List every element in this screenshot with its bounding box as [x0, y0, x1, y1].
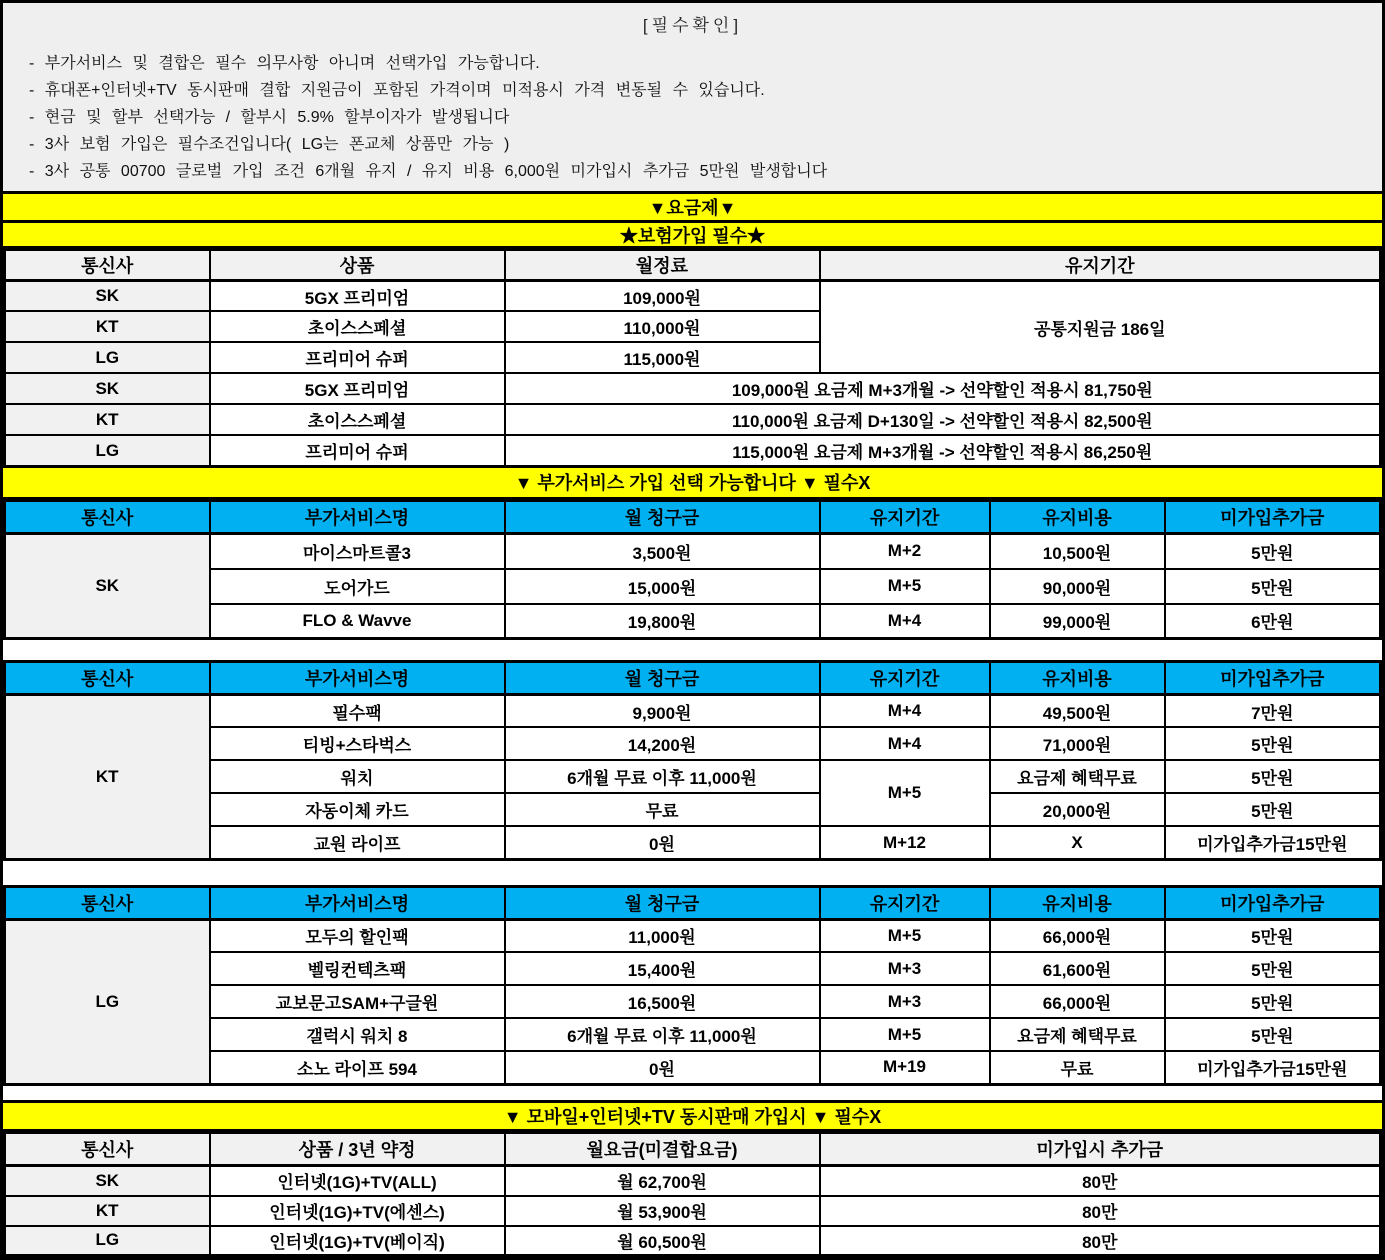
col-header-cost: 유지비용	[990, 661, 1165, 694]
cell-period: M+4	[820, 604, 990, 639]
col-header-monthly-fee: 월 청구금	[505, 886, 820, 919]
table-row	[5, 919, 1381, 952]
cell-period: M+5	[820, 919, 990, 952]
plan-table	[3, 249, 1382, 468]
table-gap	[3, 1086, 1382, 1100]
cell-period-merged: M+5	[820, 760, 990, 826]
cell-service: 모두의 할인팩	[210, 919, 505, 952]
col-header-period: 유지기간	[820, 661, 990, 694]
plan-table-header-row	[5, 250, 1381, 280]
cell-penalty: 5만원	[1165, 727, 1381, 760]
cell-cost: 61,600원	[990, 952, 1165, 985]
cell-fee: 115,000원	[505, 342, 820, 373]
cell-fee: 11,000원	[505, 919, 820, 952]
col-header-period: 유지기간	[820, 501, 990, 534]
cell-period: M+12	[820, 826, 990, 859]
cell-carrier: LG	[5, 919, 210, 1084]
col-header-service: 부가서비스명	[210, 886, 505, 919]
table-row	[5, 404, 1381, 435]
table-row	[5, 760, 1381, 793]
addon-header-row	[5, 661, 1381, 694]
addon-table-kt	[3, 660, 1382, 861]
cell-carrier: LG	[5, 435, 210, 466]
cell-service: 워치	[210, 760, 505, 793]
cell-period: M+4	[820, 727, 990, 760]
cell-product: 초이스스페셜	[210, 311, 505, 342]
table-row	[5, 435, 1381, 466]
banner-plan: ▼요금제▼	[3, 194, 1382, 223]
cell-product: 프리미어 슈퍼	[210, 435, 505, 466]
cell-fee: 월 53,900원	[505, 1196, 820, 1226]
cell-cost: 요금제 혜택무료	[990, 760, 1165, 793]
banner-bundle: ▼ 모바일+인터넷+TV 동시판매 가입시 ▼ 필수X	[3, 1100, 1382, 1132]
cell-carrier: SK	[5, 280, 210, 311]
page-title: [필수확인]	[642, 16, 743, 35]
notes-section	[3, 3, 1382, 194]
table-row	[5, 1196, 1381, 1226]
col-header-product: 상품 / 3년 약정	[210, 1133, 505, 1166]
cell-fee: 0원	[505, 1051, 820, 1084]
col-header-product: 상품	[210, 250, 505, 280]
table-gap	[3, 640, 1382, 660]
cell-penalty: 5만원	[1165, 760, 1381, 793]
banner-addon: ▼ 부가서비스 가입 선택 가능합니다 ▼ 필수X	[3, 468, 1382, 500]
cell-penalty: 80만	[820, 1166, 1381, 1196]
cell-cost: 20,000원	[990, 793, 1165, 826]
note-line: - 3사 공통 00700 글로벌 가입 조건 6개월 유지 / 유지 비용 6,000원 미가입시 추가금 5만원 발생합니다	[29, 163, 828, 180]
note-line: - 부가서비스 및 결합은 필수 의무사항 아니며 선택가입 가능합니다.	[29, 55, 540, 72]
cell-carrier: KT	[5, 1196, 210, 1226]
cell-carrier: KT	[5, 311, 210, 342]
cell-penalty: 80만	[820, 1226, 1381, 1256]
cell-fee: 19,800원	[505, 604, 820, 639]
table-row	[5, 373, 1381, 404]
note-line: - 현금 및 할부 선택가능 / 할부시 5.9% 할부이자가 발생됩니다	[29, 109, 510, 126]
cell-penalty: 미가입추가금15만원	[1165, 826, 1381, 859]
cell-penalty: 5만원	[1165, 919, 1381, 952]
cell-period: M+3	[820, 985, 990, 1018]
col-header-carrier: 통신사	[5, 1133, 210, 1166]
table-row	[5, 985, 1381, 1018]
cell-fee: 6개월 무료 이후 11,000원	[505, 1018, 820, 1051]
table-row	[5, 952, 1381, 985]
table-gap	[3, 861, 1382, 885]
col-header-monthly-fee: 월 청구금	[505, 501, 820, 534]
col-header-penalty: 미가입추가금	[1165, 501, 1381, 534]
cell-service: 티빙+스타벅스	[210, 727, 505, 760]
cell-penalty: 5만원	[1165, 1018, 1381, 1051]
cell-fee: 16,500원	[505, 985, 820, 1018]
addon-table-sk	[3, 500, 1382, 641]
cell-fee: 6개월 무료 이후 11,000원	[505, 760, 820, 793]
banner-insurance: ★보험가입 필수★	[3, 223, 1382, 249]
cell-product: 초이스스페셜	[210, 404, 505, 435]
table-row	[5, 1051, 1381, 1084]
col-header-period: 유지기간	[820, 886, 990, 919]
cell-carrier: KT	[5, 404, 210, 435]
cell-fee: 14,200원	[505, 727, 820, 760]
table-row	[5, 826, 1381, 859]
col-header-cost: 유지비용	[990, 501, 1165, 534]
cell-period: M+5	[820, 569, 990, 604]
table-row	[5, 604, 1381, 639]
cell-product: 인터넷(1G)+TV(베이직)	[210, 1226, 505, 1256]
cell-carrier: SK	[5, 534, 210, 639]
cell-fee: 15,400원	[505, 952, 820, 985]
cell-penalty: 5만원	[1165, 952, 1381, 985]
col-header-maintain: 유지기간	[820, 250, 1381, 280]
bundle-header-row	[5, 1133, 1381, 1166]
col-header-cost: 유지비용	[990, 886, 1165, 919]
cell-period: M+4	[820, 694, 990, 727]
cell-cost: 99,000원	[990, 604, 1165, 639]
cell-discount-detail: 115,000원 요금제 M+3개월 -> 선약할인 적용시 86,250원	[505, 435, 1381, 466]
table-row	[5, 1018, 1381, 1051]
cell-service: 마이스마트콜3	[210, 534, 505, 569]
cell-penalty: 6만원	[1165, 604, 1381, 639]
cell-service: 교원 라이프	[210, 826, 505, 859]
cell-service: 소노 라이프 594	[210, 1051, 505, 1084]
cell-fee: 15,000원	[505, 569, 820, 604]
cell-cost: 무료	[990, 1051, 1165, 1084]
cell-fee: 무료	[505, 793, 820, 826]
cell-carrier: SK	[5, 1166, 210, 1196]
cell-service: 갤럭시 워치 8	[210, 1018, 505, 1051]
cell-cost: 71,000원	[990, 727, 1165, 760]
cell-cost: 66,000원	[990, 919, 1165, 952]
table-row	[5, 694, 1381, 727]
cell-period: M+5	[820, 1018, 990, 1051]
cell-product: 5GX 프리미엄	[210, 280, 505, 311]
cell-cost: 66,000원	[990, 985, 1165, 1018]
table-row	[5, 793, 1381, 826]
cell-product: 인터넷(1G)+TV(ALL)	[210, 1166, 505, 1196]
cell-carrier: SK	[5, 373, 210, 404]
cell-service: 자동이체 카드	[210, 793, 505, 826]
cell-penalty: 80만	[820, 1196, 1381, 1226]
col-header-fee: 월정료	[505, 250, 820, 280]
col-header-carrier: 통신사	[5, 501, 210, 534]
cell-penalty: 7만원	[1165, 694, 1381, 727]
bundle-table	[3, 1132, 1382, 1258]
cell-fee: 109,000원	[505, 280, 820, 311]
cell-service: 도어가드	[210, 569, 505, 604]
cell-penalty: 5만원	[1165, 793, 1381, 826]
cell-cost: 요금제 혜택무료	[990, 1018, 1165, 1051]
note-line: - 휴대폰+인터넷+TV 동시판매 결합 지원금이 포함된 가격이며 미적용시 가격 변동될 수 있습니다.	[29, 82, 765, 99]
cell-carrier: KT	[5, 694, 210, 859]
cell-service: 필수팩	[210, 694, 505, 727]
addon-header-row	[5, 501, 1381, 534]
table-row	[5, 534, 1381, 569]
col-header-penalty: 미가입시 추가금	[820, 1133, 1381, 1166]
note-line: - 3사 보험 가입은 필수조건입니다( LG는 폰교체 상품만 가능 )	[29, 136, 510, 153]
cell-penalty: 5만원	[1165, 985, 1381, 1018]
cell-service: FLO & Wavve	[210, 604, 505, 639]
cell-period: M+19	[820, 1051, 990, 1084]
cell-cost: 90,000원	[990, 569, 1165, 604]
cell-product: 프리미어 슈퍼	[210, 342, 505, 373]
note-list	[3, 50, 1382, 185]
cell-discount-detail: 110,000원 요금제 D+130일 -> 선약할인 적용시 82,500원	[505, 404, 1381, 435]
cell-penalty: 5만원	[1165, 569, 1381, 604]
table-row	[5, 1226, 1381, 1256]
col-header-carrier: 통신사	[5, 886, 210, 919]
cell-maintain-merged: 공통지원금 186일	[820, 280, 1381, 373]
cell-service: 교보문고SAM+구글원	[210, 985, 505, 1018]
cell-period: M+2	[820, 534, 990, 569]
addon-table-lg	[3, 885, 1382, 1086]
table-row	[5, 280, 1381, 311]
cell-cost: X	[990, 826, 1165, 859]
col-header-penalty: 미가입추가금	[1165, 886, 1381, 919]
cell-period: M+3	[820, 952, 990, 985]
cell-penalty: 미가입추가금15만원	[1165, 1051, 1381, 1084]
col-header-monthly-fee: 월요금(미결합요금)	[505, 1133, 820, 1166]
col-header-penalty: 미가입추가금	[1165, 661, 1381, 694]
cell-discount-detail: 109,000원 요금제 M+3개월 -> 선약할인 적용시 81,750원	[505, 373, 1381, 404]
table-row	[5, 1166, 1381, 1196]
col-header-monthly-fee: 월 청구금	[505, 661, 820, 694]
addon-header-row	[5, 886, 1381, 919]
cell-fee: 3,500원	[505, 534, 820, 569]
table-row	[5, 727, 1381, 760]
cell-fee: 월 60,500원	[505, 1226, 820, 1256]
cell-cost: 10,500원	[990, 534, 1165, 569]
cell-fee: 110,000원	[505, 311, 820, 342]
col-header-carrier: 통신사	[5, 250, 210, 280]
cell-product: 5GX 프리미엄	[210, 373, 505, 404]
cell-carrier: LG	[5, 342, 210, 373]
cell-product: 인터넷(1G)+TV(에센스)	[210, 1196, 505, 1226]
table-row	[5, 569, 1381, 604]
cell-service: 벨링컨텍츠팩	[210, 952, 505, 985]
col-header-service: 부가서비스명	[210, 501, 505, 534]
cell-fee: 9,900원	[505, 694, 820, 727]
cell-carrier: LG	[5, 1226, 210, 1256]
col-header-carrier: 통신사	[5, 661, 210, 694]
cell-penalty: 5만원	[1165, 534, 1381, 569]
cell-fee: 0원	[505, 826, 820, 859]
cell-cost: 49,500원	[990, 694, 1165, 727]
col-header-service: 부가서비스명	[210, 661, 505, 694]
cell-fee: 월 62,700원	[505, 1166, 820, 1196]
